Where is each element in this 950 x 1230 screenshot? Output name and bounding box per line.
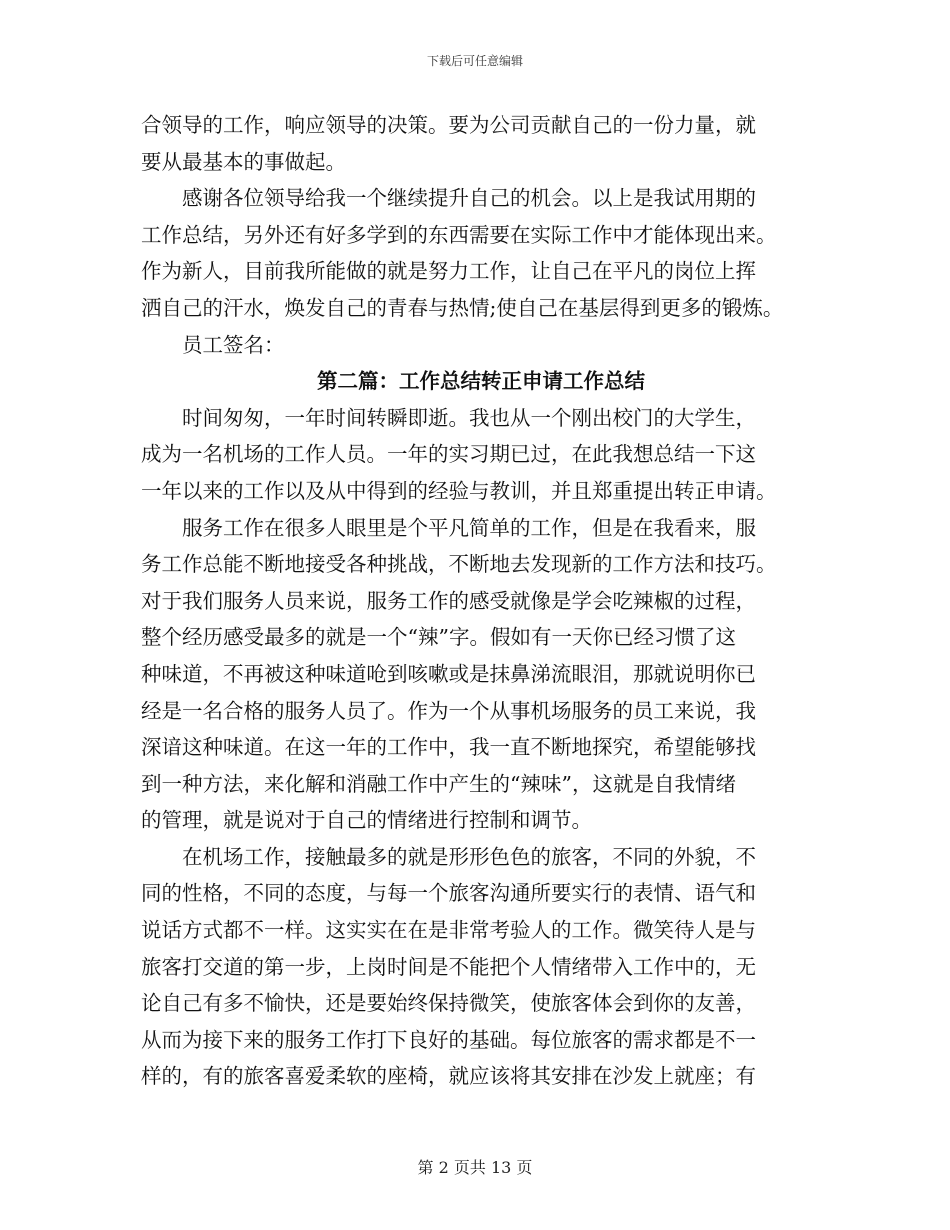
- text-line: 在机场工作，接触最多的就是形形色色的旅客，不同的外貌，不: [182, 844, 756, 869]
- text-line: 时间匆匆，一年时间转瞬即逝。我也从一个刚出校门的大学生，: [182, 405, 756, 430]
- text-line: 感谢各位领导给我一个继续提升自己的机会。以上是我试用期的: [182, 186, 756, 211]
- text-line: 从而为接下来的服务工作打下良好的基础。每位旅客的需求都是不一: [141, 1027, 756, 1052]
- text-line: 服务工作在很多人眼里是个平凡简单的工作，但是在我看来，服: [182, 515, 756, 540]
- signature-label: 员工签名：: [182, 332, 285, 357]
- text-line: 对于我们服务人员来说，服务工作的感受就像是学会吃辣椒的过程，: [141, 588, 756, 613]
- page-footer: 第 2 页共 13 页: [417, 1158, 533, 1177]
- document-body: [141, 107, 821, 1095]
- text-line: 合领导的工作，响应领导的决策。要为公司贡献自己的一份力量，就: [141, 113, 756, 137]
- page-header: 下载后可任意编辑: [426, 54, 523, 68]
- text-line: 旅客打交道的第一步，上岗时间是不能把个人情绪带入工作中的，无: [141, 954, 756, 979]
- text-line: 成为一名机场的工作人员。一年的实习期已过，在此我想总结一下这: [141, 442, 756, 467]
- text-line: 的管理，就是说对于自己的情绪进行控制和调节。: [141, 808, 592, 833]
- text-line: 作为新人，目前我所能做的就是努力工作，让自己在平凡的岗位上挥: [141, 259, 756, 284]
- text-line: 同的性格，不同的态度，与每一个旅客沟通所要实行的表情、语气和: [141, 881, 756, 906]
- text-line: 洒自己的汗水，焕发自己的青春与热情;使自己在基层得到更多的锻炼。: [141, 295, 784, 320]
- text-line: 务工作总能不断地接受各种挑战，不断地去发现新的工作方法和技巧。: [141, 552, 777, 577]
- text-line: 说话方式都不一样。这实实在在是非常考验人的工作。微笑待人是与: [141, 918, 756, 943]
- text-line: 工作总结，另外还有好多学到的东西需要在实际工作中才能体现出来。: [141, 222, 777, 247]
- section-title: 第二篇：工作总结转正申请工作总结: [317, 369, 645, 394]
- text-line: 深谙这种味道。在这一年的工作中，我一直不断地探究，希望能够找: [141, 735, 756, 760]
- text-line: 整个经历感受最多的就是一个“辣”字。假如有一天你已经习惯了这: [141, 625, 736, 650]
- text-line: 一年以来的工作以及从中得到的经验与教训，并且郑重提出转正申请。: [141, 478, 777, 503]
- text-line: 论自己有多不愉快，还是要始终保持微笑，使旅客体会到你的友善，: [141, 991, 756, 1016]
- text-line: 要从最基本的事做起。: [141, 149, 346, 174]
- text-line: 到一种方法，来化解和消融工作中产生的“辣味”，这就是自我情绪: [141, 771, 736, 796]
- text-line: 种味道，不再被这种味道呛到咳嗽或是抹鼻涕流眼泪，那就说明你已: [141, 661, 756, 686]
- text-line: 经是一名合格的服务人员了。作为一个从事机场服务的员工来说，我: [141, 698, 756, 723]
- text-line: 样的，有的旅客喜爱柔软的座椅，就应该将其安排在沙发上就座；有: [141, 1064, 756, 1089]
